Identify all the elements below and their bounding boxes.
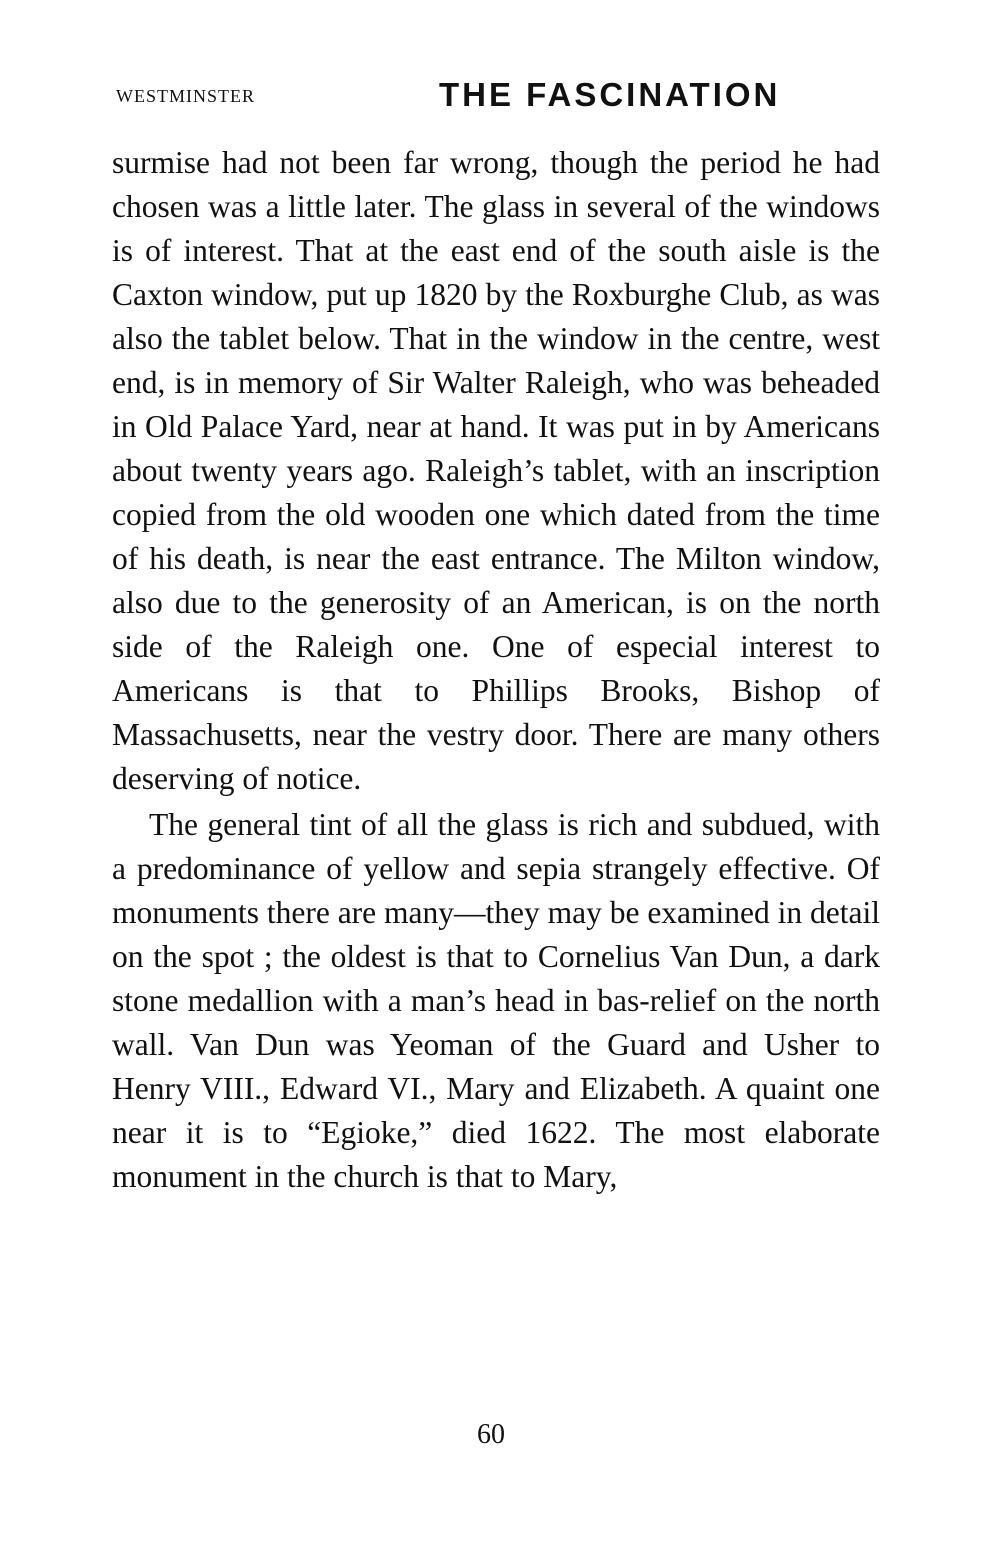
page-number: 60	[477, 1419, 505, 1450]
paragraph-1: surmise had not been far wrong, though the period he had chosen was a little later. The glass in several of the windows is of interest. That at the east end of the south aisle is the Caxton window, put up 1820 by the Roxburghe Club, as was also the tablet below. That in the window in the centre, west end, is in memory of Sir Walter Raleigh, who was beheaded in Old Palace Yard, near at hand. It was put in by Americans about twenty years ago. Raleigh’s tablet, with an inscription copied from the old wooden one which dated from the time of his death, is near the east entrance. The Milton window, also due to the generosity of an American, is on the north side of the Raleigh one. One of especial interest to Americans is that to Phillips Brooks, Bishop of Massachusetts, near the vestry door. There are many others deserving of notice.	[112, 145, 880, 796]
running-head	[112, 76, 882, 116]
running-head-title: THE FASCINATION	[439, 76, 781, 113]
body-text	[112, 141, 880, 1199]
running-head-section: WESTMINSTER	[116, 86, 255, 106]
paragraph-2: The general tint of all the glass is rich and subdued, with a predominance of yellow and sepia strangely effective. Of monuments there are many—they may be examined in detail on the spot ; the oldest is that to Cornelius Van Dun, a dark stone medallion with a man’s head in bas-relief on the north wall. Van Dun was Yeoman of the Guard and Usher to Henry VIII., Edward VI., Mary and Elizabeth. A quaint one near it is to “Egioke,” died 1622. The most elaborate monument in the church is that to Mary,	[112, 807, 880, 1194]
